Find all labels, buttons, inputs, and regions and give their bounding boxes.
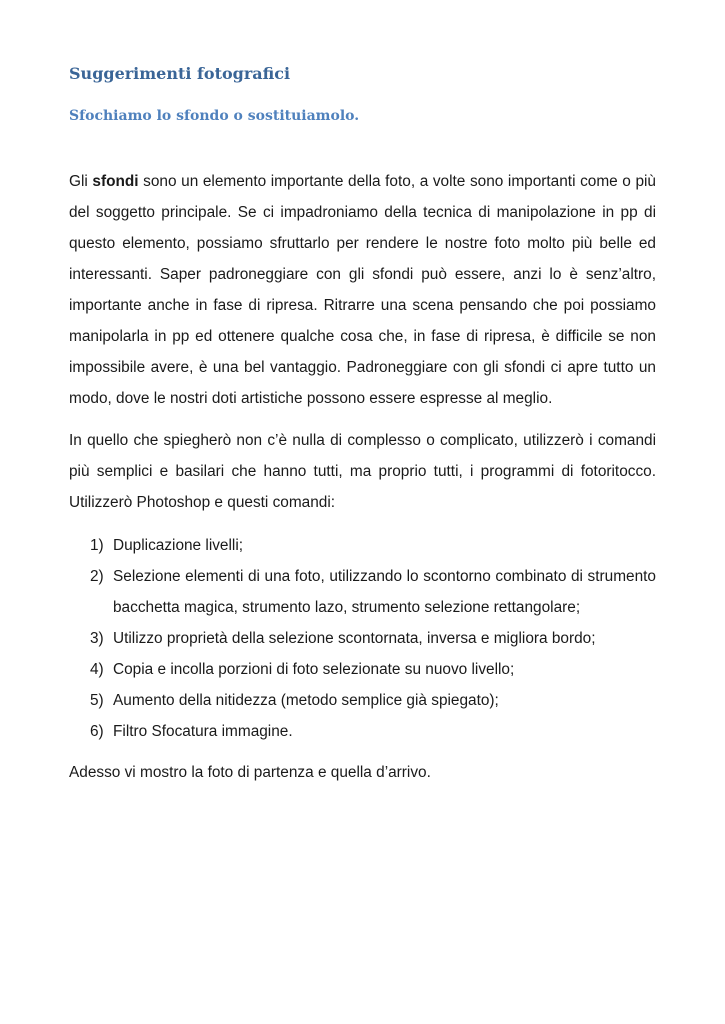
list-item	[69, 530, 656, 561]
closing-paragraph: Adesso vi mostro la foto di partenza e quella d’arrivo.	[69, 764, 431, 781]
intro-bold-word: sfondi	[92, 173, 139, 190]
list-item	[69, 654, 656, 685]
list-item-number: 1)	[90, 537, 104, 554]
document-body	[69, 62, 656, 788]
list-item-number: 3)	[90, 630, 104, 647]
list-item-text: Filtro Sfocatura immagine.	[113, 723, 293, 740]
list-item-text: Copia e incolla porzioni di foto selezionate su nuovo livello;	[113, 661, 515, 678]
commands-list	[69, 530, 656, 747]
list-item-text: Aumento della nitidezza (metodo semplice già spiegato);	[113, 692, 499, 709]
document-title: Suggerimenti fotografici	[69, 64, 291, 83]
list-item	[69, 685, 656, 716]
list-item-number: 4)	[90, 661, 104, 678]
commands-paragraph: In quello che spiegherò non c’è nulla di complesso o complicato, utilizzerò i comandi più semplici e basilari che hanno tutti, ma proprio tutti, i programmi di fotoritocco. Utilizzerò Photoshop e questi comandi:	[69, 432, 656, 511]
list-item-number: 6)	[90, 723, 104, 740]
list-item-text: Duplicazione livelli;	[113, 537, 244, 554]
list-item-text: Selezione elementi di una foto, utilizzando lo scontorno combinato di strumento bacchetta magica, strumento lazo, strumento selezione rettangolare;	[113, 568, 656, 616]
list-item-number: 2)	[90, 568, 104, 585]
list-item-text: Utilizzo proprietà della selezione scontornata, inversa e migliora bordo;	[113, 630, 596, 647]
list-item-number: 5)	[90, 692, 104, 709]
list-item	[69, 623, 656, 654]
intro-paragraph	[69, 166, 656, 414]
intro-text-start: Gli	[69, 173, 93, 190]
list-item	[69, 561, 656, 623]
document-subtitle: Sfochiamo lo sfondo o sostituiamolo.	[69, 108, 360, 124]
list-item	[69, 716, 656, 747]
intro-text-rest: sono un elemento importante della foto, a volte sono importanti come o più del soggetto principale. Se ci impadroniamo della tecnica di manipolazione in pp di questo elemento, possiamo sfruttarlo per rendere le nostre foto molto più belle ed interessanti. Saper padroneggiare con gli sfondi può essere, anzi lo è senz’altro, importante anche in fase di ripresa. Ritrarre una scena pensando che poi possiamo manipolarla in pp ed ottenere qualche cosa che, in fase di ripresa, è difficile se non impossibile avere, è una bel vantaggio. Padroneggiare con gli sfondi ci apre tutto un modo, dove le nostri doti artistiche possono essere espresse al meglio.	[69, 173, 656, 407]
